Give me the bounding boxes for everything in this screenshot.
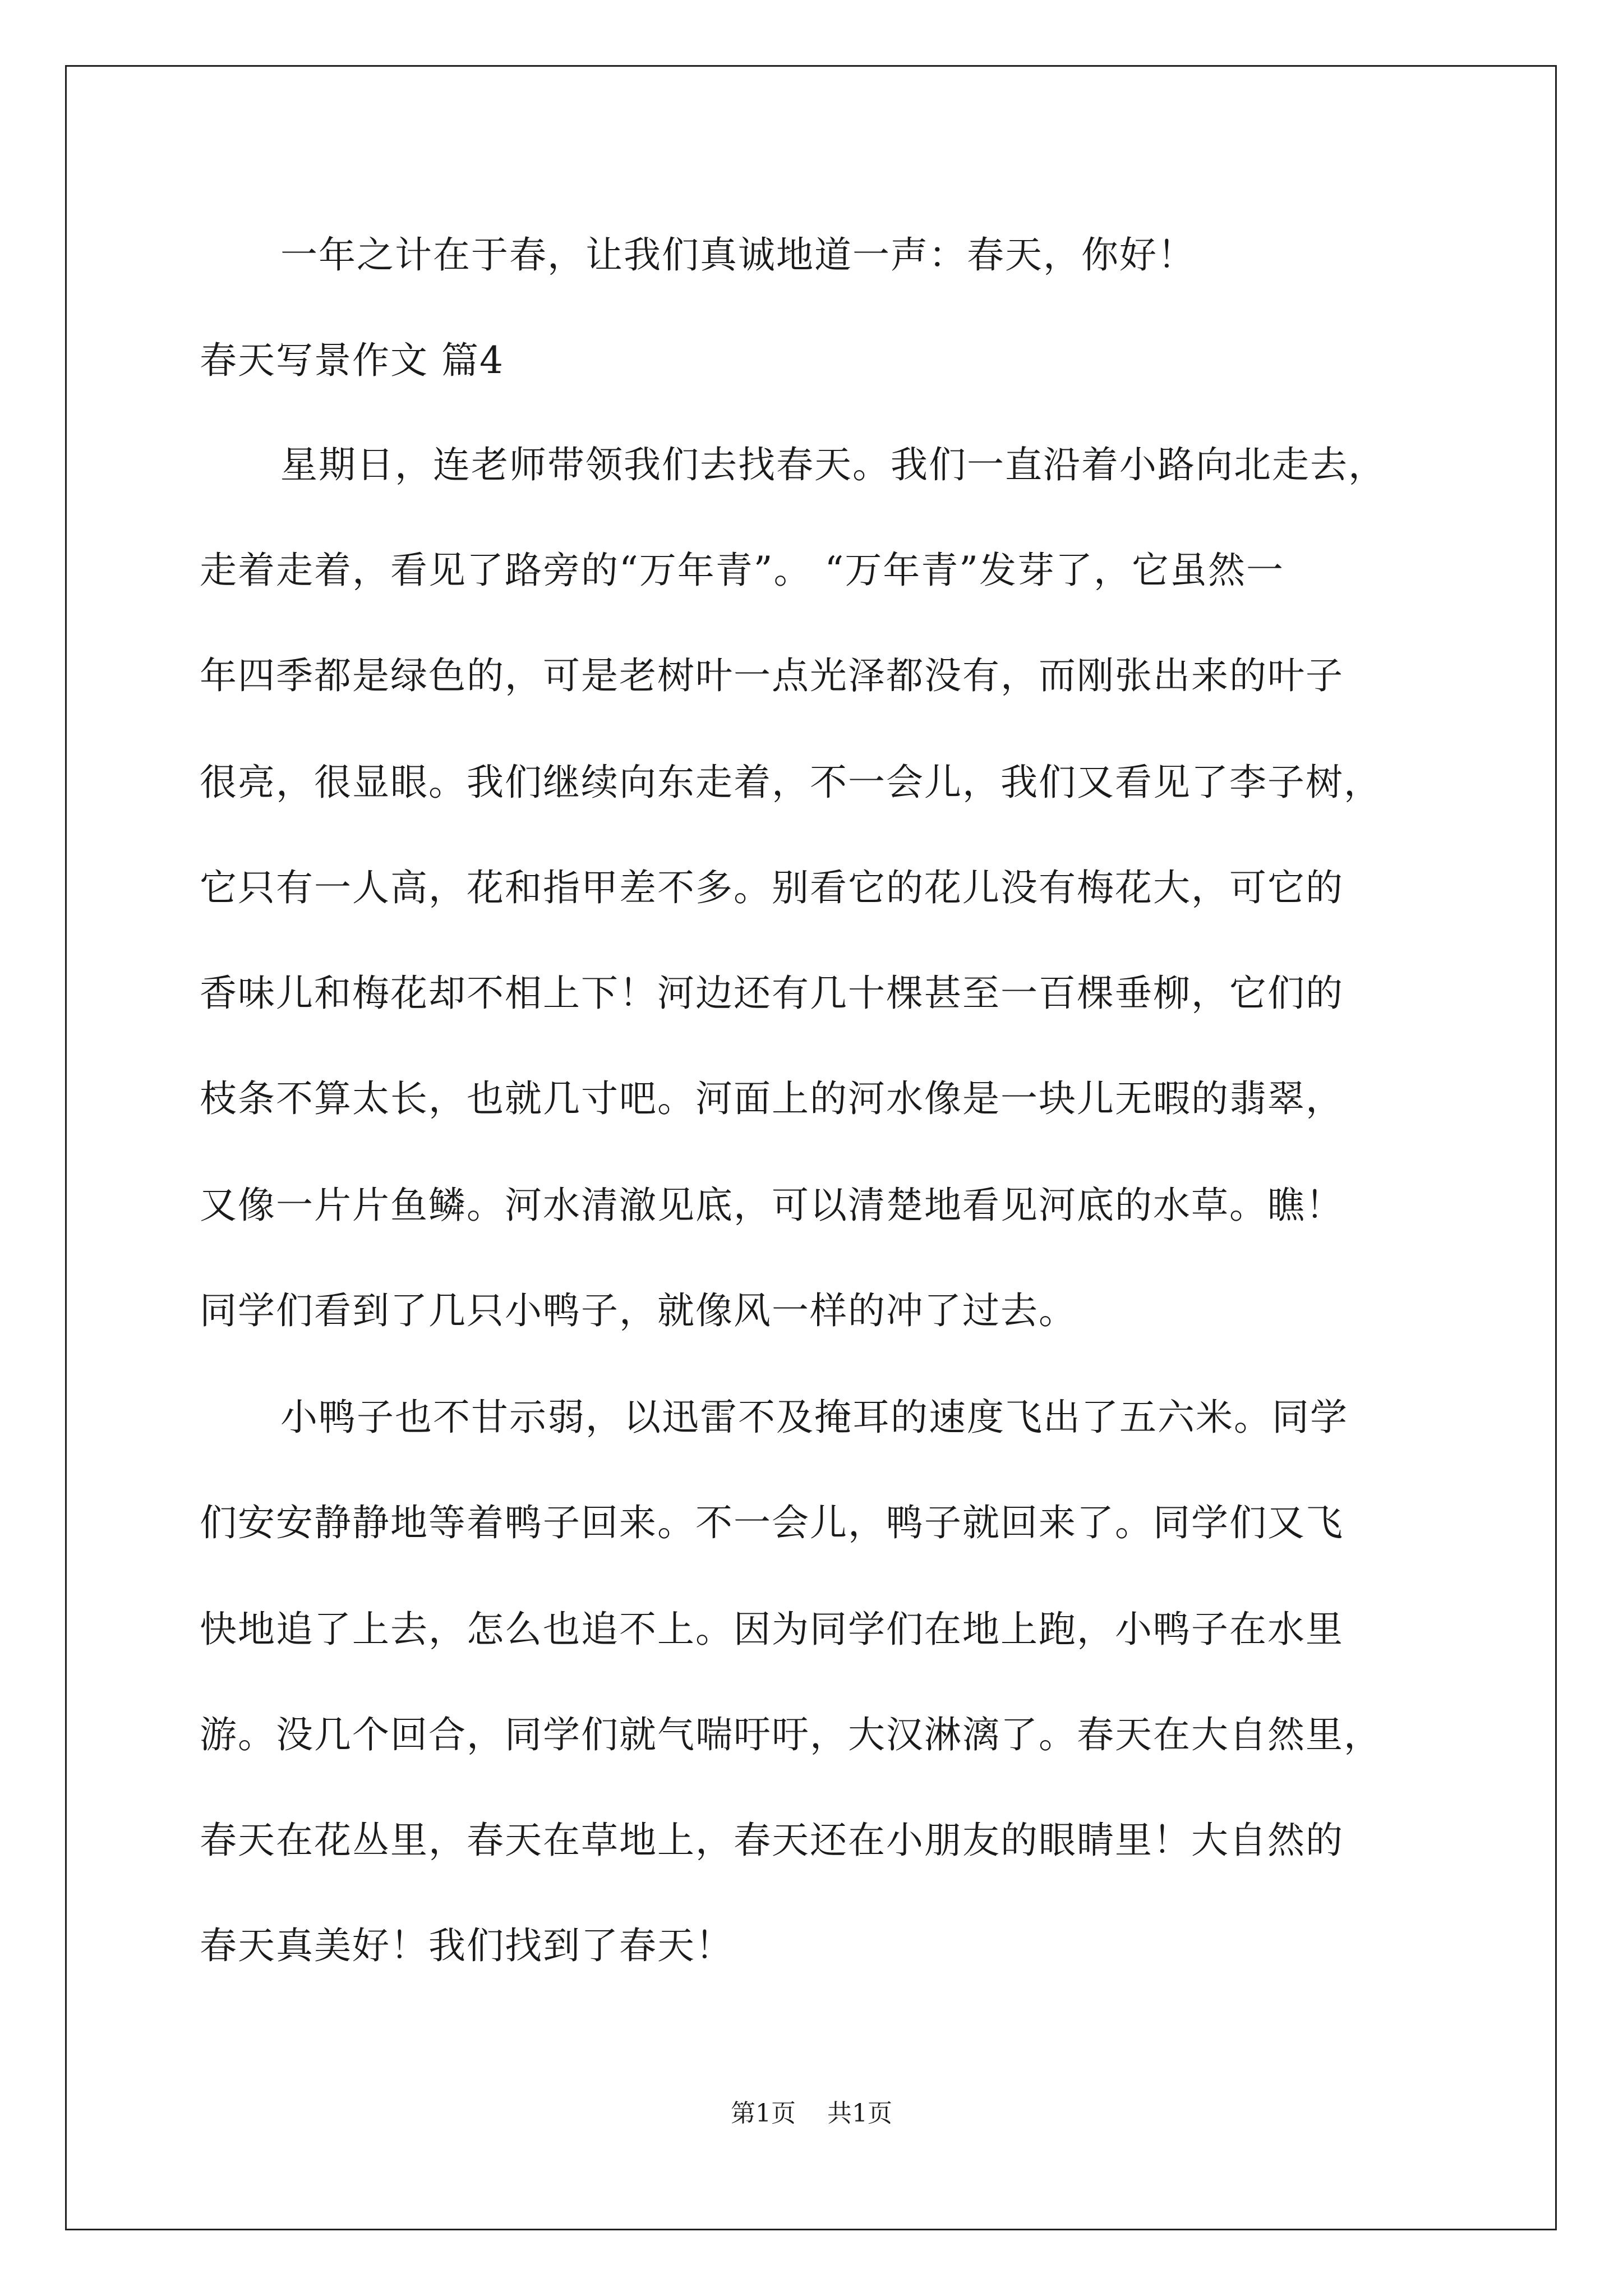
page-total: 共1页 — [827, 2099, 892, 2128]
paragraph-line: 年四季都是绿色的，可是老树叶一点光泽都没有，而刚张出来的叶子 — [200, 654, 1344, 697]
paragraph-line: 很亮，很显眼。我们继续向东走着，不一会儿，我们又看见了李子树， — [200, 761, 1382, 804]
page-footer — [0, 2097, 1623, 2131]
paragraph-line: 星期日，连老师带领我们去找春天。我们一直沿着小路向北走去， — [280, 443, 1386, 486]
closing-sentence: 一年之计在于春，让我们真诚地道一声：春天，你好！ — [280, 233, 1196, 277]
paragraph-line: 走着走着，看见了路旁的“万年青”。 “万年青”发芽了，它虽然一 — [200, 549, 1284, 592]
paragraph-line: 又像一片片鱼鳞。河水清澈见底，可以清楚地看见河底的水草。瞧！ — [200, 1184, 1344, 1227]
paragraph-line: 枝条不算太长，也就几寸吧。河面上的河水像是一块儿无暇的翡翠， — [200, 1077, 1344, 1120]
page-number: 第1页 — [731, 2099, 796, 2128]
paragraph-line: 小鸭子也不甘示弱，以迅雷不及掩耳的速度飞出了五六米。同学 — [280, 1396, 1348, 1439]
section-heading: 春天写景作文 篇4 — [200, 339, 504, 382]
page-border — [65, 65, 1557, 2230]
paragraph-line: 快地追了上去，怎么也追不上。因为同学们在地上跑，小鸭子在水里 — [200, 1608, 1344, 1651]
paragraph-line: 同学们看到了几只小鸭子，就像风一样的冲了过去。 — [200, 1289, 1077, 1332]
paragraph-line: 春天在花丛里，春天在草地上，春天还在小朋友的眼睛里！大自然的 — [200, 1819, 1344, 1862]
paragraph-line: 香味儿和梅花却不相上下！河边还有几十棵甚至一百棵垂柳，它们的 — [200, 972, 1344, 1015]
paragraph-line: 们安安静静地等着鸭子回来。不一会儿，鸭子就回来了。同学们又飞 — [200, 1501, 1344, 1544]
paragraph-line: 春天真美好！我们找到了春天！ — [200, 1924, 734, 1967]
paragraph-line: 它只有一人高，花和指甲差不多。别看它的花儿没有梅花大，可它的 — [200, 866, 1344, 909]
paragraph-line: 游。没几个回合，同学们就气喘吁吁，大汉淋漓了。春天在大自然里， — [200, 1713, 1382, 1756]
